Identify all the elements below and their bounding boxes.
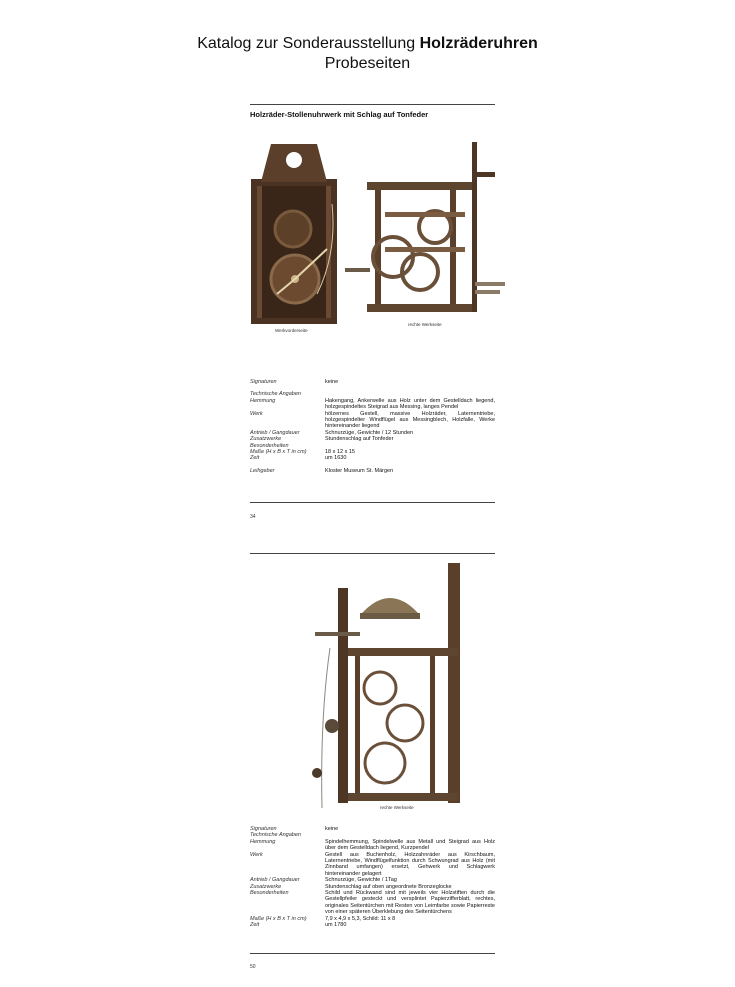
meta-key: Signaturen	[250, 379, 277, 385]
entry-title: Holzräder-Stollenuhrwerk mit Schlag auf Tonfeder	[250, 110, 429, 119]
meta-key: Zeit	[250, 922, 260, 929]
meta-value: Gestell aus Buchenholz, Holzzahnräder aus Kirschbaum, Laternentriebe, Windflügelfunktion durch Schwungrad aus Holz (mit Zinnband umfangen) ersetzt, Gehwerk und Schlagwerk hintereinander gelagert	[325, 851, 495, 877]
meta-value: Kloster Museum St. Märgen	[325, 467, 394, 474]
bottom-rule	[250, 502, 495, 503]
catalog-page-34	[250, 104, 495, 524]
meta-key: Zeit	[250, 455, 260, 462]
meta-value: keine	[325, 826, 339, 832]
top-rule	[250, 553, 495, 554]
meta-value: 18 x 12 x 15	[325, 449, 355, 456]
meta-row	[250, 411, 495, 430]
meta-key: Technische Angaben	[250, 832, 301, 839]
meta-key: Zusatzwerke	[250, 883, 282, 890]
meta-value: Stundenschlag auf Tonfeder	[325, 436, 394, 443]
meta-key: Zusatzwerke	[250, 436, 282, 443]
caption-left: Werkvorderseite	[275, 328, 308, 333]
meta-key: Signaturen	[250, 826, 277, 832]
document-subtitle: Probeseiten	[324, 55, 411, 72]
meta-key: Werk	[250, 410, 263, 417]
document-title	[0, 34, 735, 54]
meta-row	[250, 398, 495, 411]
meta-value: keine	[325, 379, 339, 385]
meta-row	[250, 839, 495, 852]
meta-value: Schild und Rückwand sind mit jeweils vier Holzstiften durch die Gestellpfeiler gesteckt und versplintet Papierzifferblatt, rechtes, originales Seitentürchen mit Resten von Leimfarbe sowie Papierreste von einer späteren Überklebung des Seitentürchens	[325, 890, 495, 916]
caption: rechte Werkseite	[380, 805, 414, 810]
meta-key: Besonderheiten	[250, 442, 289, 449]
clock-front-photo	[247, 144, 342, 326]
meta-row	[250, 379, 495, 385]
meta-value: um 1630	[325, 455, 347, 462]
meta-key: Hemmung	[250, 838, 276, 845]
meta-value: um 1780	[325, 922, 347, 929]
meta-value: Hakengang, Ankerwelle aus Holz unter dem Gestelldach liegend, holzgespindeltes Steigrad aus Messing, langes Pendel	[325, 397, 495, 411]
meta-key: Antrieb / Gangdauer	[250, 429, 300, 436]
page-number: 34	[250, 514, 256, 520]
bottom-rule	[250, 953, 495, 954]
meta-row	[250, 922, 495, 928]
clock-side-photo	[345, 142, 505, 318]
meta-key: Hemmung	[250, 397, 276, 404]
meta-value: Stundenschlag auf oben angeordnete Bronzeglocke	[325, 883, 452, 890]
entry-metadata	[250, 826, 495, 929]
title-bold: Holzräderuhren	[419, 35, 538, 52]
title-prefix: Katalog zur Sonderausstellung	[197, 35, 420, 52]
meta-value: 7,9 x 4,9 x 5,3, Schild: 11 x 8	[325, 915, 396, 922]
meta-key: Besonderheiten	[250, 890, 289, 897]
meta-row	[250, 890, 495, 916]
meta-row	[250, 455, 495, 461]
meta-row	[250, 852, 495, 878]
document-header	[0, 34, 735, 74]
meta-key: Antrieb / Gangdauer	[250, 877, 300, 884]
meta-key: Technische Angaben	[250, 391, 301, 398]
meta-value: Spindelhemmung, Spindelwelle aus Metall und Steigrad aus Holz über dem Gestelldach liegend, Kurzpendel	[325, 838, 495, 852]
meta-value: Schnurzüge, Gewichte / 1Tag	[325, 877, 397, 884]
meta-key: Maße (H x B x T in cm)	[250, 449, 307, 456]
meta-key: Maße (H x B x T in cm)	[250, 915, 307, 922]
page-number: 50	[250, 964, 256, 970]
caption-right: rechte Werkseite	[408, 322, 442, 327]
meta-key: Werk	[250, 851, 263, 858]
top-rule	[250, 104, 495, 105]
clock-side-photo-2	[310, 558, 465, 808]
meta-row	[250, 468, 495, 474]
meta-value: Schnurzüge, Gewichte / 12 Stunden	[325, 429, 414, 436]
meta-key: Leihgeber	[250, 467, 275, 474]
entry-metadata	[250, 379, 495, 474]
meta-value: hölzernes Gestell, massive Holzräder, Laternentriebe, holzgespindelter Windflügel aus Messingblech, Holzfalle, Werke hintereinander liegend	[325, 410, 495, 430]
catalog-page-50	[250, 553, 495, 973]
